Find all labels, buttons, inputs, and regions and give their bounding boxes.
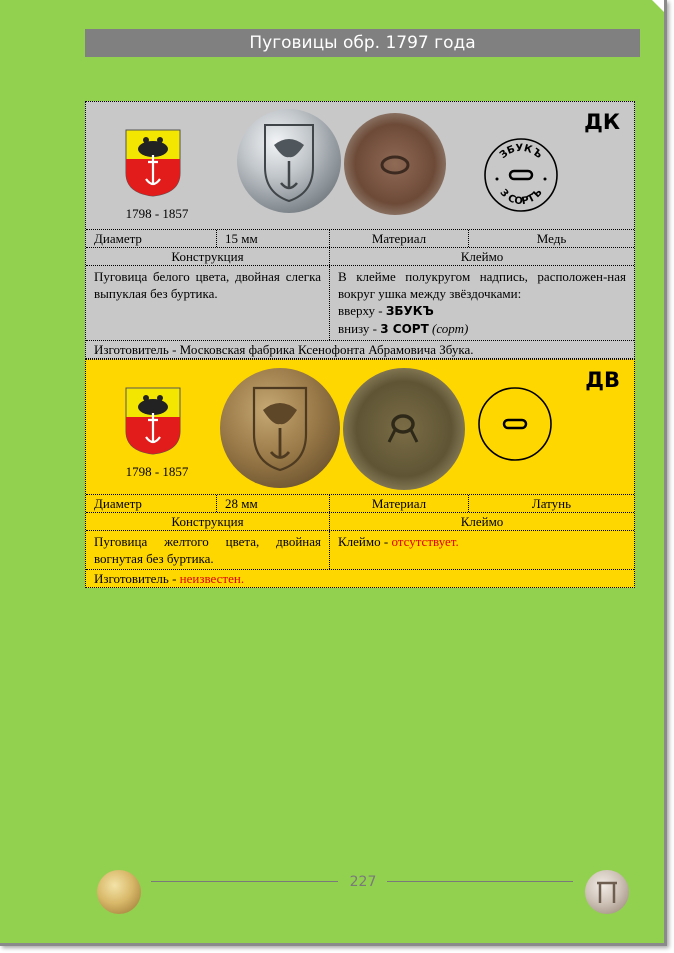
material-label: Материал [330, 495, 469, 512]
mark-top-line [338, 302, 626, 320]
mark-bottom-value: 3 СОРТ [380, 322, 429, 336]
footer-rule-left [151, 881, 338, 882]
button-front-image [237, 109, 341, 213]
diameter-value: 28 мм [217, 495, 330, 512]
maker-value: Московская фабрика Ксенофонта Абрамовича Збука. [179, 342, 474, 357]
eagle-icon [237, 109, 341, 213]
button-front-image [220, 368, 340, 488]
stamp-top-text: ЗБУКЪ [497, 142, 544, 162]
footer-rule-right [387, 881, 573, 882]
maker-label: Изготовитель - [94, 571, 180, 586]
construction-label: Конструкция [86, 248, 330, 265]
dimensions-row [86, 495, 634, 513]
stamp-drawing [477, 386, 553, 462]
description-row [86, 266, 634, 341]
mark-top-label: вверху - [338, 303, 386, 318]
shank-icon [343, 368, 465, 490]
page-number: 227 [349, 874, 377, 890]
maker-row [86, 341, 634, 358]
mark-prefix: Клеймо - [338, 534, 392, 549]
description-row [86, 531, 634, 570]
button-back-image [343, 368, 465, 490]
mark-label: Клеймо [460, 249, 504, 264]
footer-monogram-button-icon [585, 870, 629, 914]
mark-bottom-note: (сорт) [432, 321, 469, 336]
mark-top-value: ЗБУКЪ [385, 304, 434, 318]
material-value: Медь [536, 231, 567, 246]
construction-label: Конструкция [86, 513, 330, 530]
coat-of-arms-icon [125, 129, 181, 197]
button-card-dk [85, 101, 635, 359]
mark-description [330, 266, 634, 340]
mark-bottom-label: внизу - [338, 321, 381, 336]
mark-label: Клеймо [460, 514, 504, 529]
button-code: ДВ [585, 368, 620, 392]
maker-row [86, 570, 634, 587]
mark-value: отсутствует. [391, 534, 459, 549]
shank-icon [344, 113, 446, 215]
button-card-dv [85, 359, 635, 588]
diameter-label: Диаметр [86, 230, 217, 247]
diameter-value: 15 мм [217, 230, 330, 247]
mark-bottom-line [338, 320, 626, 338]
maker-line [86, 341, 634, 358]
image-row [86, 360, 634, 495]
years-label: 1798 - 1857 [125, 464, 189, 479]
construction-text: Пуговица белого цвета, двойная слегка выпуклая без буртика. [86, 266, 330, 340]
stamp-drawing [483, 137, 559, 213]
page-title: Пуговицы обр. 1797 года [85, 29, 640, 57]
button-back-image [344, 113, 446, 215]
material-label: Материал [330, 230, 469, 247]
svg-text:ЗБУКЪ [498, 143, 544, 161]
material-value: Латунь [531, 496, 572, 511]
eagle-icon [220, 368, 340, 488]
maker-label: Изготовитель - [94, 342, 180, 357]
section-header-row [86, 513, 634, 531]
mark-description [330, 531, 634, 569]
years-label: 1798 - 1857 [125, 206, 189, 221]
stamp-bottom-text: 3 СОРТЪ [497, 187, 545, 208]
mark-intro: В клейме полукругом надпись, расположен-ная вокруг ушка между звёздочками: [338, 269, 626, 301]
svg-text:3 СОРТЪ [497, 187, 544, 207]
construction-text: Пуговица желтого цвета, двойная вогнутая без буртика. [86, 531, 330, 569]
section-header-row [86, 248, 634, 266]
maker-value: неизвестен. [179, 571, 245, 586]
footer-eagle-button-icon [97, 870, 141, 914]
maker-line [86, 570, 634, 587]
image-row [86, 102, 634, 230]
page-fold [652, 0, 664, 12]
monogram-icon [585, 870, 629, 914]
diameter-label: Диаметр [86, 495, 217, 512]
coat-of-arms-icon [125, 387, 181, 455]
dimensions-row [86, 230, 634, 248]
button-code: ДК [584, 110, 620, 134]
